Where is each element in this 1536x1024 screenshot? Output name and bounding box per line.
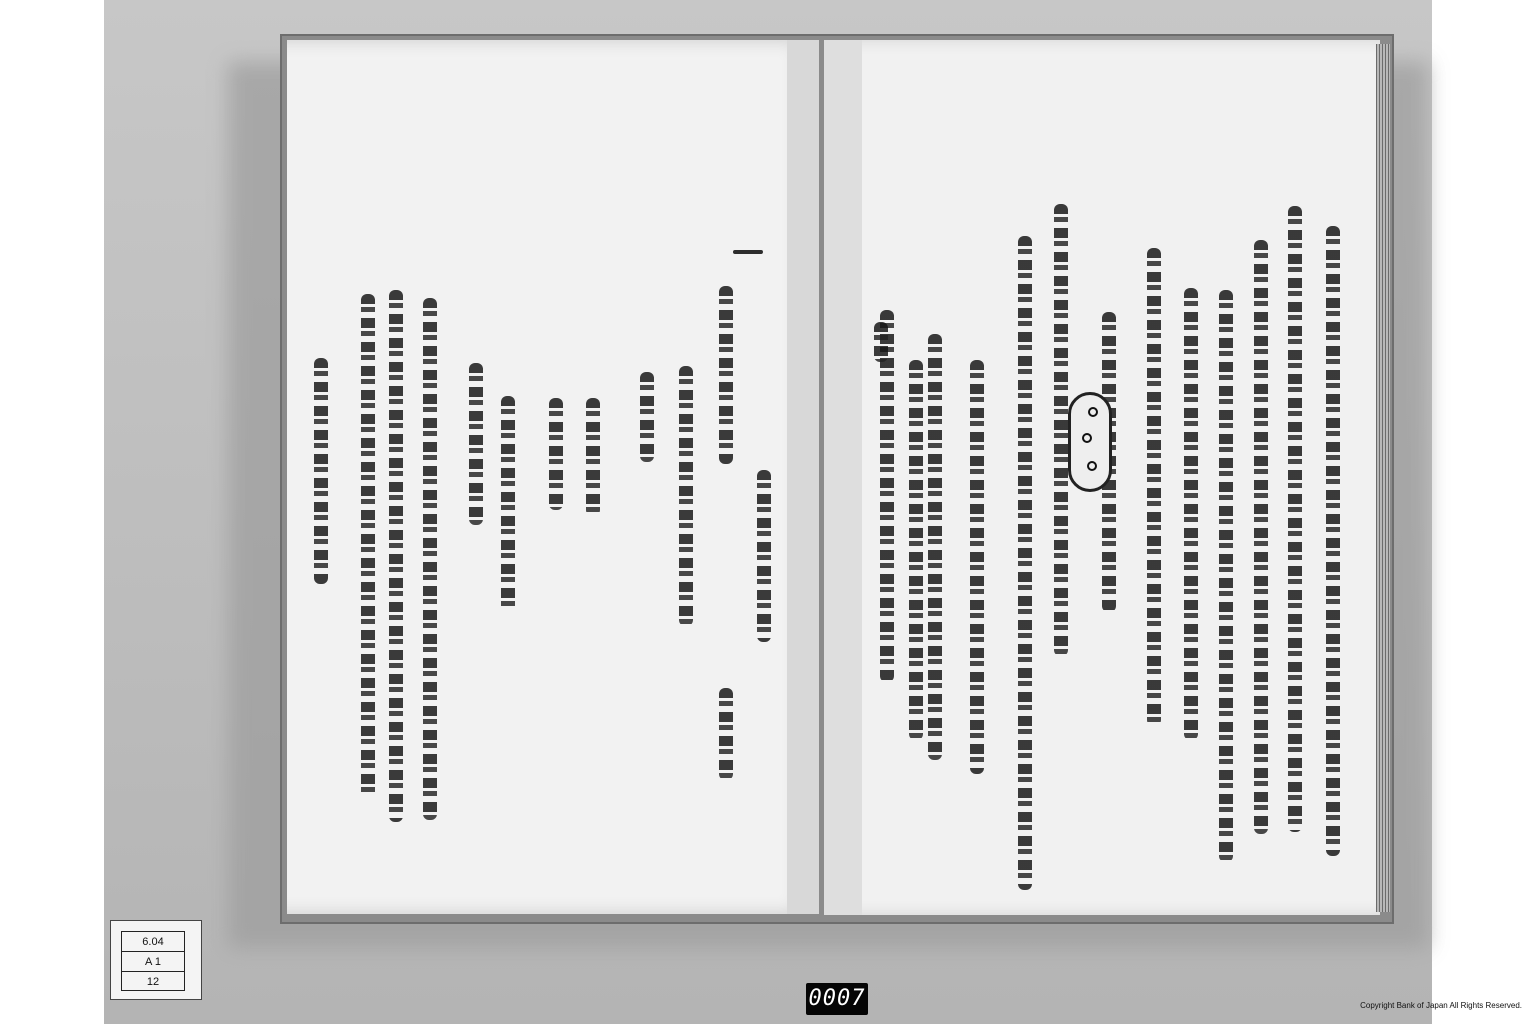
handwritten-column bbox=[1147, 248, 1161, 726]
handwritten-column bbox=[1184, 288, 1198, 740]
seal-mark bbox=[1087, 461, 1097, 471]
handwritten-column bbox=[586, 398, 600, 516]
handwritten-column bbox=[1219, 290, 1233, 862]
handwritten-column bbox=[928, 334, 942, 760]
right-page-fold bbox=[824, 40, 862, 915]
handwritten-column bbox=[469, 363, 483, 525]
left-document-page bbox=[287, 40, 819, 914]
handwritten-column bbox=[423, 298, 437, 820]
handwritten-column bbox=[501, 396, 515, 612]
handwritten-stroke bbox=[733, 250, 763, 254]
handwritten-column bbox=[1254, 240, 1268, 834]
handwritten-column bbox=[880, 310, 894, 682]
handwritten-column bbox=[361, 294, 375, 798]
handwritten-column bbox=[640, 372, 654, 462]
handwritten-column bbox=[719, 286, 733, 464]
left-page-fold bbox=[787, 40, 819, 914]
archive-code-line-3: 12 bbox=[146, 976, 160, 988]
handwritten-column bbox=[1288, 206, 1302, 832]
book-page-edges bbox=[1376, 44, 1390, 912]
seal-mark bbox=[1088, 407, 1098, 417]
archive-code-line-1: 6.04 bbox=[122, 932, 184, 952]
handwritten-column bbox=[1054, 204, 1068, 656]
handwritten-column bbox=[1018, 236, 1032, 890]
handwritten-column bbox=[1326, 226, 1340, 856]
handwritten-column bbox=[909, 360, 923, 740]
archive-code-line-2: A 1 bbox=[122, 952, 184, 972]
frame-number: 0007 bbox=[806, 983, 868, 1015]
handwritten-column bbox=[549, 398, 563, 510]
ink-seal bbox=[1068, 392, 1112, 492]
copyright-notice: Copyright Bank of Japan All Rights Reserved. bbox=[1360, 1001, 1522, 1010]
handwritten-column bbox=[757, 470, 771, 642]
handwritten-column bbox=[874, 322, 888, 362]
handwritten-column bbox=[314, 358, 328, 584]
archive-label-card bbox=[110, 920, 202, 1000]
handwritten-column bbox=[719, 688, 733, 780]
seal-mark bbox=[1082, 433, 1092, 443]
archive-label-grid bbox=[121, 931, 185, 991]
handwritten-column bbox=[679, 366, 693, 626]
handwritten-column bbox=[970, 360, 984, 774]
handwritten-column bbox=[389, 290, 403, 822]
